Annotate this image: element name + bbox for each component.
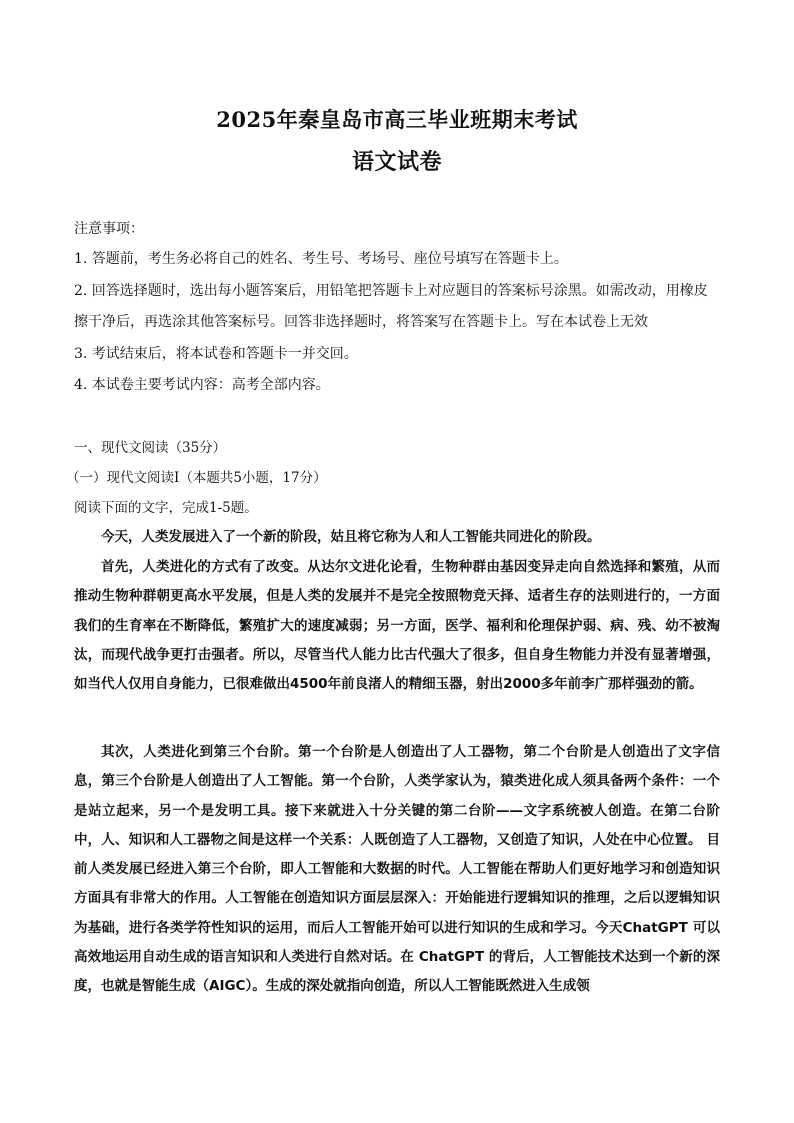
reading-instruction: 阅读下面的文字，完成1-5题。 [74, 500, 258, 516]
notice-item-4: 4. 本试卷主要考试内容：高考全部内容。 [74, 377, 330, 393]
passage-paragraph-2: 首先，人类进化的方式有了改变。从达尔文进化论看，生物种群由基因变异走向自然选择和繁殖，从而推动生物种群朝更高水平发展，但是人类的发展并不是完全按照物竞天择、适者生存的法则进行的，一方面我们的生育率在不断降低，繁殖扩大的速度减弱；另一方面，医学、福利和伦理保护弱、病、残、幼不被淘汰，而现代战争更打击强者。所以，尽管当代人能力比古代强大了很多，但自身生物能力并没有显著增强，如当代人仅用自身能力，已很难做出4500年前良渚人的精细玉器，射出2000多年前李广那样强劲的箭。 [74, 559, 720, 693]
passage-paragraph-1: 今天，人类发展进入了一个新的阶段，姑且将它称为人和人工智能共同进化的阶段。 [101, 529, 601, 545]
exam-subtitle: 语文试卷 [351, 149, 442, 175]
notice-heading: 注意事项： [74, 221, 144, 237]
sub-section-heading: （一）现代文阅读Ⅰ（本题共5小题，17分） [66, 470, 327, 486]
exam-title: 2025年秦皇岛市高三毕业班期末考试 [216, 107, 578, 132]
section-heading: 一、现代文阅读（35分） [74, 440, 227, 456]
notice-item-2: 2. 回答选择题时，选出每小题答案后，用铅笔把答题卡上对应题目的答案标号涂黑。如需改动，用橡皮 [74, 283, 708, 299]
passage-paragraph-3: 其次，人类进化到第三个台阶。第一个台阶是人创造出了人工器物，第二个台阶是人创造出了文字信息，第三个台阶是人创造出了人工智能。第一个台阶，人类学家认为，猿类进化成人须具备两个条件：一个是站立起来，另一个是发明工具。接下来就进入十分关键的第二台阶——文字系统被人创造。在第二台阶中，人、知识和人工器物之间是这样一个关系：人既创造了人工器物，又创造了知识，人处在中心位置。 目前人类发展已经进入第三个台阶，即人工智能和大数据的时代。人工智能在帮助人们更好地学习和创造知识方面具有非常大的作用。人工智能在创造知识方面层层深入：开始能进行逻辑知识的推理，之后以逻辑知识为基础，进行各类学符性知识的运用，而后人工智能开始可以进行知识的生成和学习。今天ChatGPT 可以高效地运用自动生成的语言知识和人类进行自然对话。在 ChatGPT 的背后，人工智能技术达到一个新的深度，也就是智能生成（AIGC）。生成的深处就指向创造，所以人工智能既然进入生成领 [74, 744, 720, 995]
notice-item-2-cont: 擦干净后，再选涂其他答案标号。回答非选择题时，将答案写在答题卡上。写在本试卷上无效 [74, 314, 648, 330]
notice-item-1: 1. 答题前，考生务必将自己的姓名、考生号、考场号、座位号填写在答题卡上。 [74, 251, 568, 267]
notice-item-3: 3. 考试结束后，将本试卷和答题卡一并交回。 [74, 346, 358, 362]
